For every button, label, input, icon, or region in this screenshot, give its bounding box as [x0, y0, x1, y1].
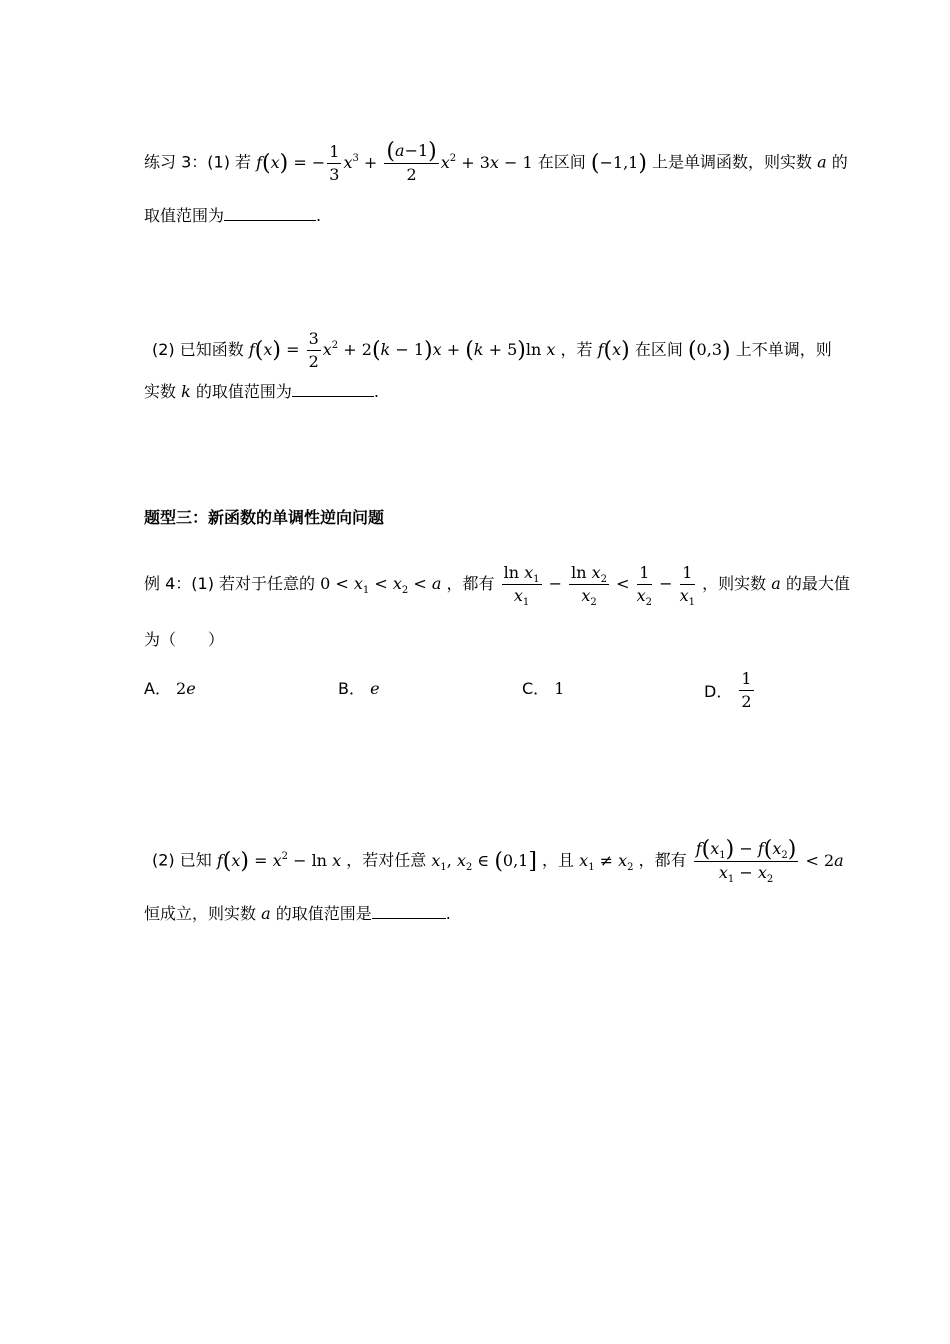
text-any: ，若对任意 [346, 850, 427, 870]
var-k: k [181, 382, 191, 401]
formula-fx-log: f(x) = $\frac{3}{2}$ $x^2 + 2(k - 1)x + (k + 5)\ln$ x [248, 329, 556, 371]
var-a: a [771, 574, 781, 593]
answer-prompt: 的取值范围为 [195, 382, 292, 401]
option-letter: C． [522, 679, 550, 698]
text-nonmonotonic: 上不单调，则 [735, 340, 832, 359]
option-letter: D． [704, 682, 733, 701]
option-c[interactable] [522, 676, 564, 699]
option-letter: B． [338, 679, 365, 698]
option-value: 1 [554, 679, 565, 698]
example4-part2-line2 [144, 904, 451, 924]
answer-blank[interactable] [292, 382, 374, 397]
text-monotonic: 上是单调函数，则实数 [652, 152, 813, 172]
period: . [316, 206, 322, 225]
option-value: 2e [176, 679, 196, 698]
formula-log-inequality: $\frac{\ln x_1}{x_1}$ − $\frac{\ln x_2}{x_2}$ < $\frac{1}{x_2}$ − $\frac{1}{x_1}$ [503, 563, 695, 608]
option-value: e [370, 679, 380, 698]
period: . [373, 382, 380, 401]
answer-prompt: 的取值范围是 [275, 904, 372, 923]
text-holds: 恒成立，则实数 [144, 904, 257, 923]
text-end: 的 [831, 152, 848, 172]
text-real: 实数 [144, 382, 177, 401]
exercise3-part2-line2 [144, 382, 379, 402]
text-if: ，若 [560, 340, 593, 359]
text-all: ，都有 [638, 850, 687, 870]
answer-prompt: 取值范围为 [144, 206, 225, 225]
example4-part1-line2 [144, 630, 224, 650]
example4-label: 例 4：(1) 若对于任意的 [144, 574, 316, 593]
period: . [445, 904, 451, 923]
formula-fx-quadratic-log: $f(x) = x^2 - \ln x$ [216, 848, 342, 874]
formula-difference-quotient: $\frac{f(x_1) - f(x_2)}{x_1 - x_2}$ < 2a [695, 837, 844, 885]
formula-fx: f(x) [597, 338, 630, 363]
interval-neg1-1: (−1,1) [590, 150, 647, 176]
option-letter: A． [144, 679, 171, 698]
example4-part1-line1 [144, 562, 850, 607]
text-range: 在区间 [537, 152, 586, 172]
example4-part2-line1 [152, 838, 844, 884]
answer-blank[interactable] [372, 904, 446, 919]
text-then: ，则实数 [702, 574, 767, 593]
text-max: 的最大值 [785, 574, 850, 593]
example4-part2-label: (2) 已知 [152, 850, 212, 870]
exercise3-part2-label: (2) 已知函数 [152, 340, 244, 359]
var-a: a [817, 152, 827, 172]
interval-0-3: (0,3) [687, 338, 731, 363]
option-d[interactable] [704, 668, 756, 713]
var-a: a [261, 904, 271, 923]
section-heading: 题型三：新函数的单调性逆向问题 [144, 508, 385, 527]
exercise3-part1-line2 [144, 206, 321, 226]
exercise3-part1-line1 [144, 140, 848, 186]
answer-blank[interactable] [224, 206, 316, 221]
formula-fx-cubic: f(x) = − $\frac{1}{3}$ $x^3$ + $\frac{(a-1)}{2}$ $x^2 + 3x - 1$ [256, 139, 538, 184]
option-a[interactable] [144, 676, 196, 699]
exercise3-label: 练习 3：(1) 若 [144, 152, 252, 172]
answer-choice-prompt: 为（ ） [144, 630, 225, 649]
text-range: 在区间 [634, 340, 683, 359]
text-all: ，都有 [446, 574, 495, 593]
option-b[interactable] [338, 676, 380, 699]
condition-not-equal: $x_1 \ne x_2$ [579, 850, 634, 873]
condition-inequality: $0 < x_1 < x_2 < a$ [320, 574, 442, 596]
condition-membership: $x_1$, $x_2$ ∈ (0,1] [431, 848, 537, 874]
option-value-fraction: $\frac{1}{2}$ [741, 669, 752, 711]
text-and: ，且 [542, 850, 575, 870]
exercise3-part2-line1 [152, 328, 832, 373]
